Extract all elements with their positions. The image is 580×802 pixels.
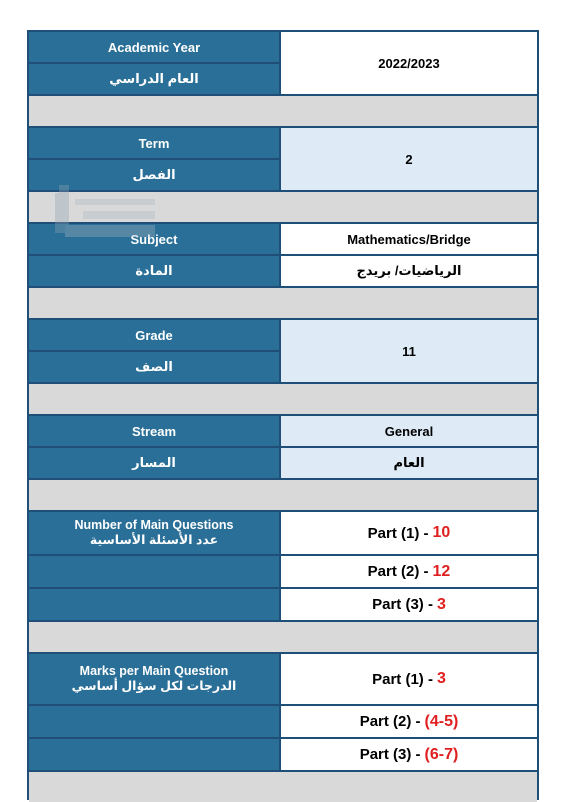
subject-value-en: Mathematics/Bridge: [279, 224, 537, 256]
grade-value: 11: [279, 320, 537, 384]
separator: [29, 96, 537, 128]
marks-label-en: Marks per Main Question: [79, 664, 229, 678]
term-label-en: Term: [29, 128, 279, 160]
marks-label: [29, 654, 279, 706]
main-questions-part-3: [279, 589, 537, 622]
marks-part-2: [279, 706, 537, 739]
blank-label-cell: [29, 739, 279, 772]
main-questions-label: [29, 512, 279, 556]
stream-label-en: Stream: [29, 416, 279, 448]
part-label: Part (1) -: [372, 670, 433, 688]
marks-part-1: [279, 654, 537, 706]
part-value: 3: [436, 595, 446, 613]
blank-label-cell: [29, 706, 279, 739]
stream-label-ar: المسار: [29, 448, 279, 480]
stream-value-ar: العام: [279, 448, 537, 480]
grade-label-ar: الصف: [29, 352, 279, 384]
main-questions-part-2: [279, 556, 537, 589]
part-value: (6-7): [424, 745, 459, 763]
grade-label-en: Grade: [29, 320, 279, 352]
part-value: 10: [432, 524, 451, 541]
blank-label-cell: [29, 556, 279, 589]
term-label-ar: الفصل: [29, 160, 279, 192]
separator: [29, 192, 537, 224]
main-questions-part-1: [279, 512, 537, 556]
part-label: Part (2) -: [367, 563, 429, 580]
subject-label-en: Subject: [29, 224, 279, 256]
exam-info-table: [27, 30, 539, 800]
subject-label-ar: المادة: [29, 256, 279, 288]
term-value: 2: [279, 128, 537, 192]
part-label: Part (1) -: [367, 524, 429, 542]
part-value: 12: [432, 562, 451, 580]
part-value: 3: [436, 670, 446, 687]
main-questions-label-en: Number of Main Questions: [74, 518, 234, 532]
marks-label-ar: الدرجات لكل سؤال أساسي: [71, 679, 237, 693]
part-label: Part (3) -: [372, 596, 433, 613]
academic-year-label-en: Academic Year: [29, 32, 279, 64]
blank-label-cell: [29, 589, 279, 622]
subject-value-ar: الرياضيات/ بريدج: [279, 256, 537, 288]
part-value: (4-5): [424, 712, 459, 730]
part-label: Part (3) -: [359, 746, 421, 763]
marks-part-3: [279, 739, 537, 772]
separator: [29, 622, 537, 654]
part-label: Part (2) -: [359, 713, 421, 730]
separator: [29, 772, 537, 802]
main-questions-label-ar: عدد الأسئلة الأساسية: [89, 533, 219, 547]
separator: [29, 288, 537, 320]
academic-year-value: 2022/2023: [279, 32, 537, 96]
separator: [29, 480, 537, 512]
stream-value-en: General: [279, 416, 537, 448]
separator: [29, 384, 537, 416]
academic-year-label-ar: العام الدراسي: [29, 64, 279, 96]
